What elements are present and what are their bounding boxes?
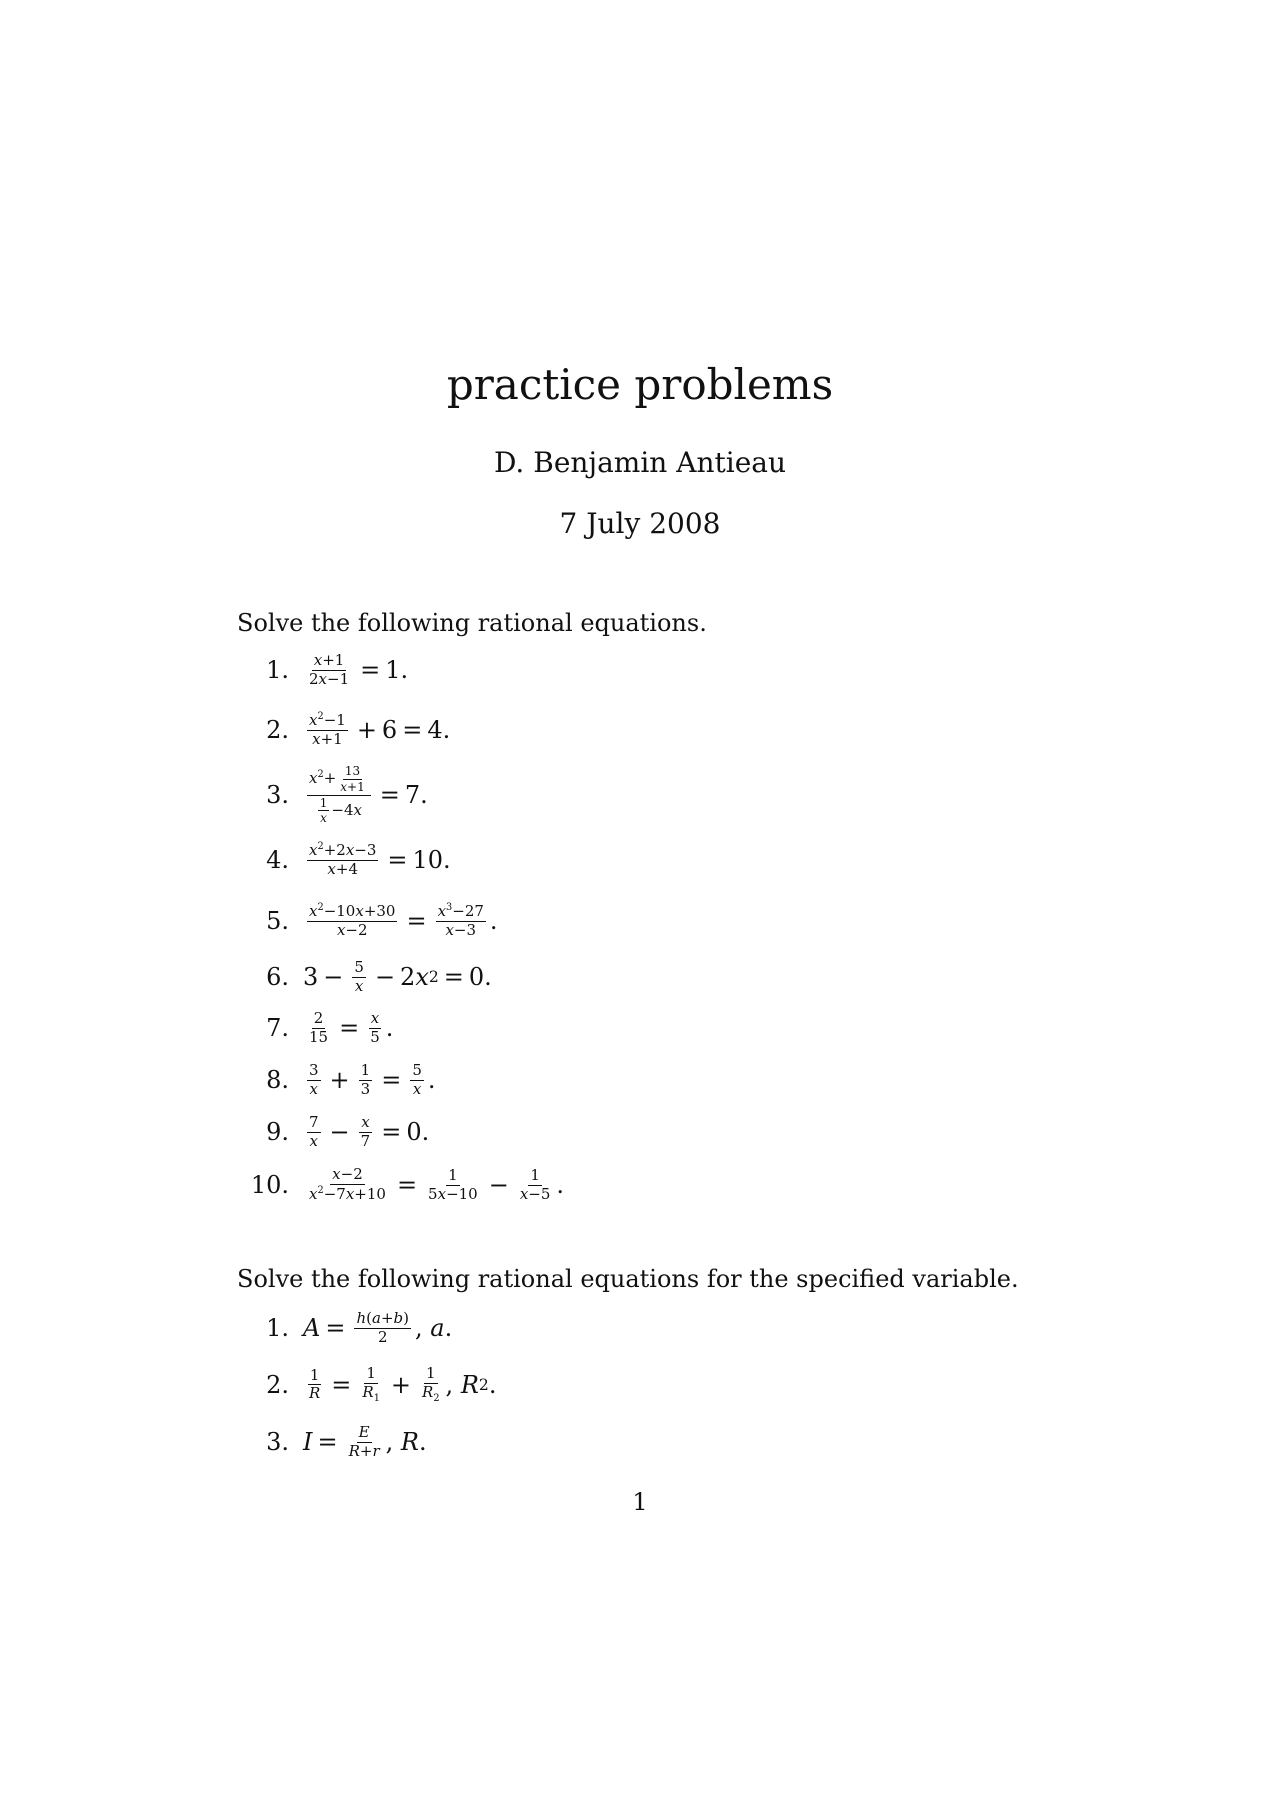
problem-number: 6.: [266, 963, 289, 991]
problem-9: [237, 1102, 429, 1162]
problem-number: 1.: [266, 1314, 289, 1342]
problem-2: [237, 700, 450, 760]
equation: $\frac{3}{x}$ + $\frac{1}{3}$ = $\frac{5}{x}$ .: [309, 1060, 436, 1098]
problem-1: [237, 640, 408, 700]
equation: 3 − $\frac{5}{x}$ − 2 x 2 = 0.: [303, 957, 492, 995]
equation: $\frac{7}{x}$ − $\frac{x}{7}$ = 0.: [309, 1112, 430, 1150]
equation: A = $\frac{h(a+b)}{2}$ , a .: [303, 1308, 453, 1346]
document-author: D. Benjamin Antieau: [493, 446, 786, 479]
problem-number: 2.: [266, 716, 289, 744]
problem-8: [237, 1050, 436, 1110]
equation: $\frac{x^2-1}{x+1}$ + 6 = 4.: [309, 711, 451, 748]
problem-5: [237, 891, 498, 951]
equation: $\frac{2}{15}$ = $\frac{x}{5}$ .: [309, 1008, 394, 1046]
equation: $\frac{x^2-10x+30}{x-2}$ = $\frac{x^3-27}{x-3}$ .: [309, 902, 498, 939]
section2-instruction: Solve the following rational equations for the specified variable.: [237, 1265, 1019, 1293]
equation: $\frac{1}{R}$ = $\frac{1}{R_1}$ + $\frac{1}{R_2}$ , R 2 .: [309, 1364, 497, 1404]
equation: $\frac{x-2}{x^2-7x+10}$ = $\frac{1}{5x-10}$ − $\frac{1}{x-5}$ .: [309, 1165, 565, 1203]
problem-number: 10.: [250, 1171, 289, 1199]
problem-s2-3: [237, 1412, 427, 1472]
problem-s2-2: [237, 1355, 496, 1415]
equation: I = $\frac{E}{R+r}$ , R .: [303, 1422, 427, 1460]
equation: $\frac{x+1}{2x-1}$ = 1.: [309, 650, 409, 688]
equation: $x^2+$ $\frac{13}{x+1}$ $\frac{1}{x}$ −4x = 7.: [309, 764, 428, 826]
problem-s2-1: [237, 1298, 452, 1358]
problem-number: 9.: [266, 1118, 289, 1146]
problem-number: 7.: [266, 1014, 289, 1042]
equation: $\frac{x^2+2x-3}{x+4}$ = 10.: [309, 841, 451, 878]
problem-number: 4.: [266, 846, 289, 874]
problem-number: 8.: [266, 1066, 289, 1094]
problem-number: 2.: [266, 1371, 289, 1399]
problem-number: 5.: [266, 907, 289, 935]
problem-3: [237, 765, 428, 825]
document-date: 7 July 2008: [559, 507, 721, 540]
document-title: practice problems: [446, 360, 834, 409]
problem-4: [237, 830, 451, 890]
page-number: 1: [632, 1488, 648, 1516]
problem-number: 1.: [266, 656, 289, 684]
section1-instruction: Solve the following rational equations.: [237, 609, 707, 637]
problem-number: 3.: [266, 781, 289, 809]
problem-number: 3.: [266, 1428, 289, 1456]
problem-7: [237, 998, 393, 1058]
problem-10: [237, 1155, 564, 1215]
